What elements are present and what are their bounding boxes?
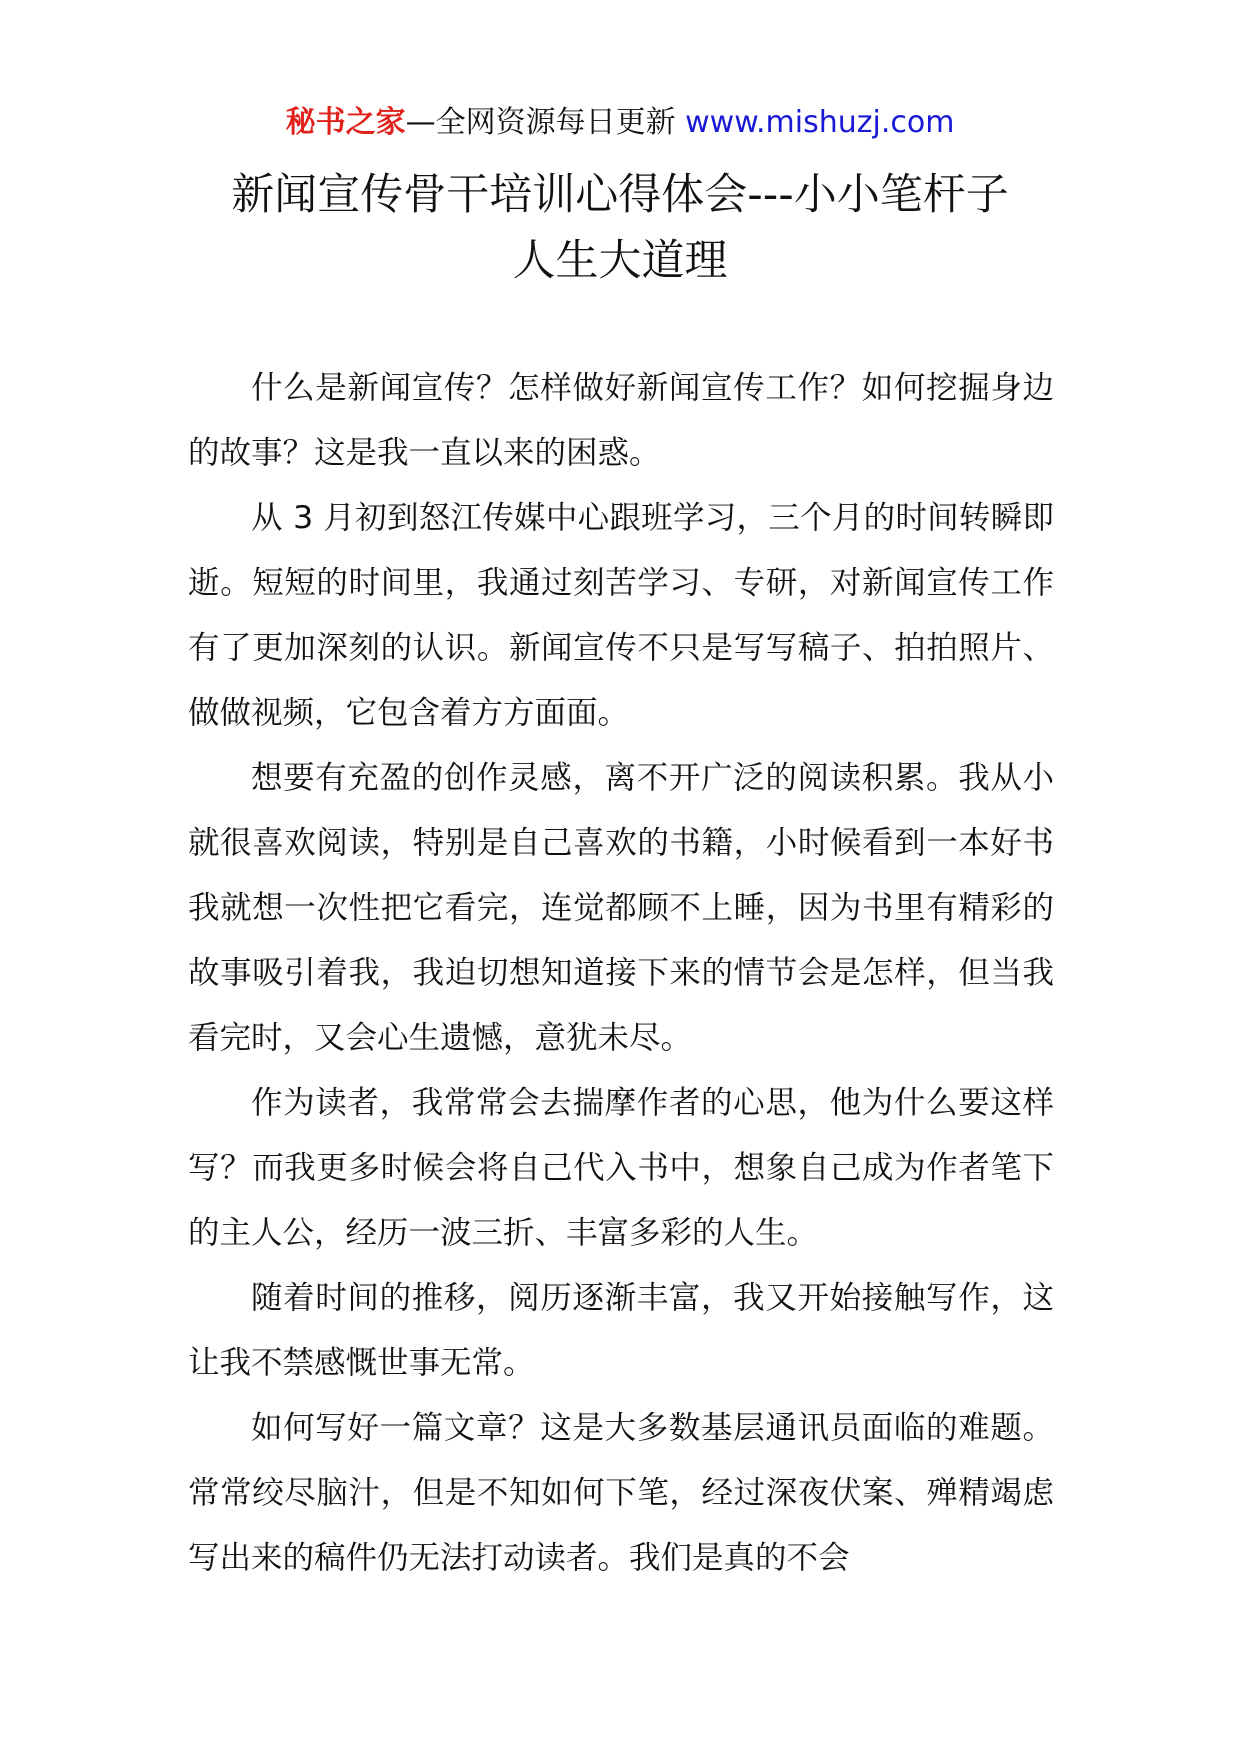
paragraph: 什么是新闻宣传？怎样做好新闻宣传工作？如何挖掘身边的故事？这是我一直以来的困惑。 <box>188 370 1054 471</box>
title-line-1: 新闻宣传骨干培训心得体会---小小笔杆子 <box>231 170 1009 220</box>
header-tagline: —全网资源每日更新 <box>405 105 676 140</box>
paragraph: 想要有充盈的创作灵感，离不开广泛的阅读积累。我从小就很喜欢阅读，特别是自己喜欢的书籍，小时候看到一本好书我就想一次性把它看完，连觉都顾不上睡，因为书里有精彩的故事吸引着我，我迫切想知道接下来的情节会是怎样，但当我看完时，又会心生遗憾，意犹未尽。 <box>188 760 1054 1056</box>
site-url-link[interactable]: www.mishuzj.com <box>685 105 955 140</box>
paragraph: 随着时间的推移，阅历逐渐丰富，我又开始接触写作，这让我不禁感慨世事无常。 <box>188 1280 1054 1381</box>
document-title <box>120 162 1120 294</box>
paragraph: 如何写好一篇文章？这是大多数基层通讯员面临的难题。常常绞尽脑汁，但是不知如何下笔，经过深夜伏案、殚精竭虑写出来的稿件仍无法打动读者。我们是真的不会 <box>188 1410 1054 1576</box>
paragraph: 作为读者，我常常会去揣摩作者的心思，他为什么要这样写？而我更多时候会将自己代入书中，想象自己成为作者笔下的主人公，经历一波三折、丰富多彩的人生。 <box>188 1085 1054 1251</box>
document-body <box>188 356 1054 1591</box>
brand-name: 秘书之家 <box>285 105 406 140</box>
title-line-2: 人生大道理 <box>512 236 728 286</box>
site-header <box>0 103 1240 143</box>
paragraph: 从 3 月初到怒江传媒中心跟班学习，三个月的时间转瞬即逝。短短的时间里，我通过刻苦学习、专研，对新闻宣传工作有了更加深刻的认识。新闻宣传不只是写写稿子、拍拍照片、做做视频，它包含着方方面面。 <box>188 500 1054 731</box>
